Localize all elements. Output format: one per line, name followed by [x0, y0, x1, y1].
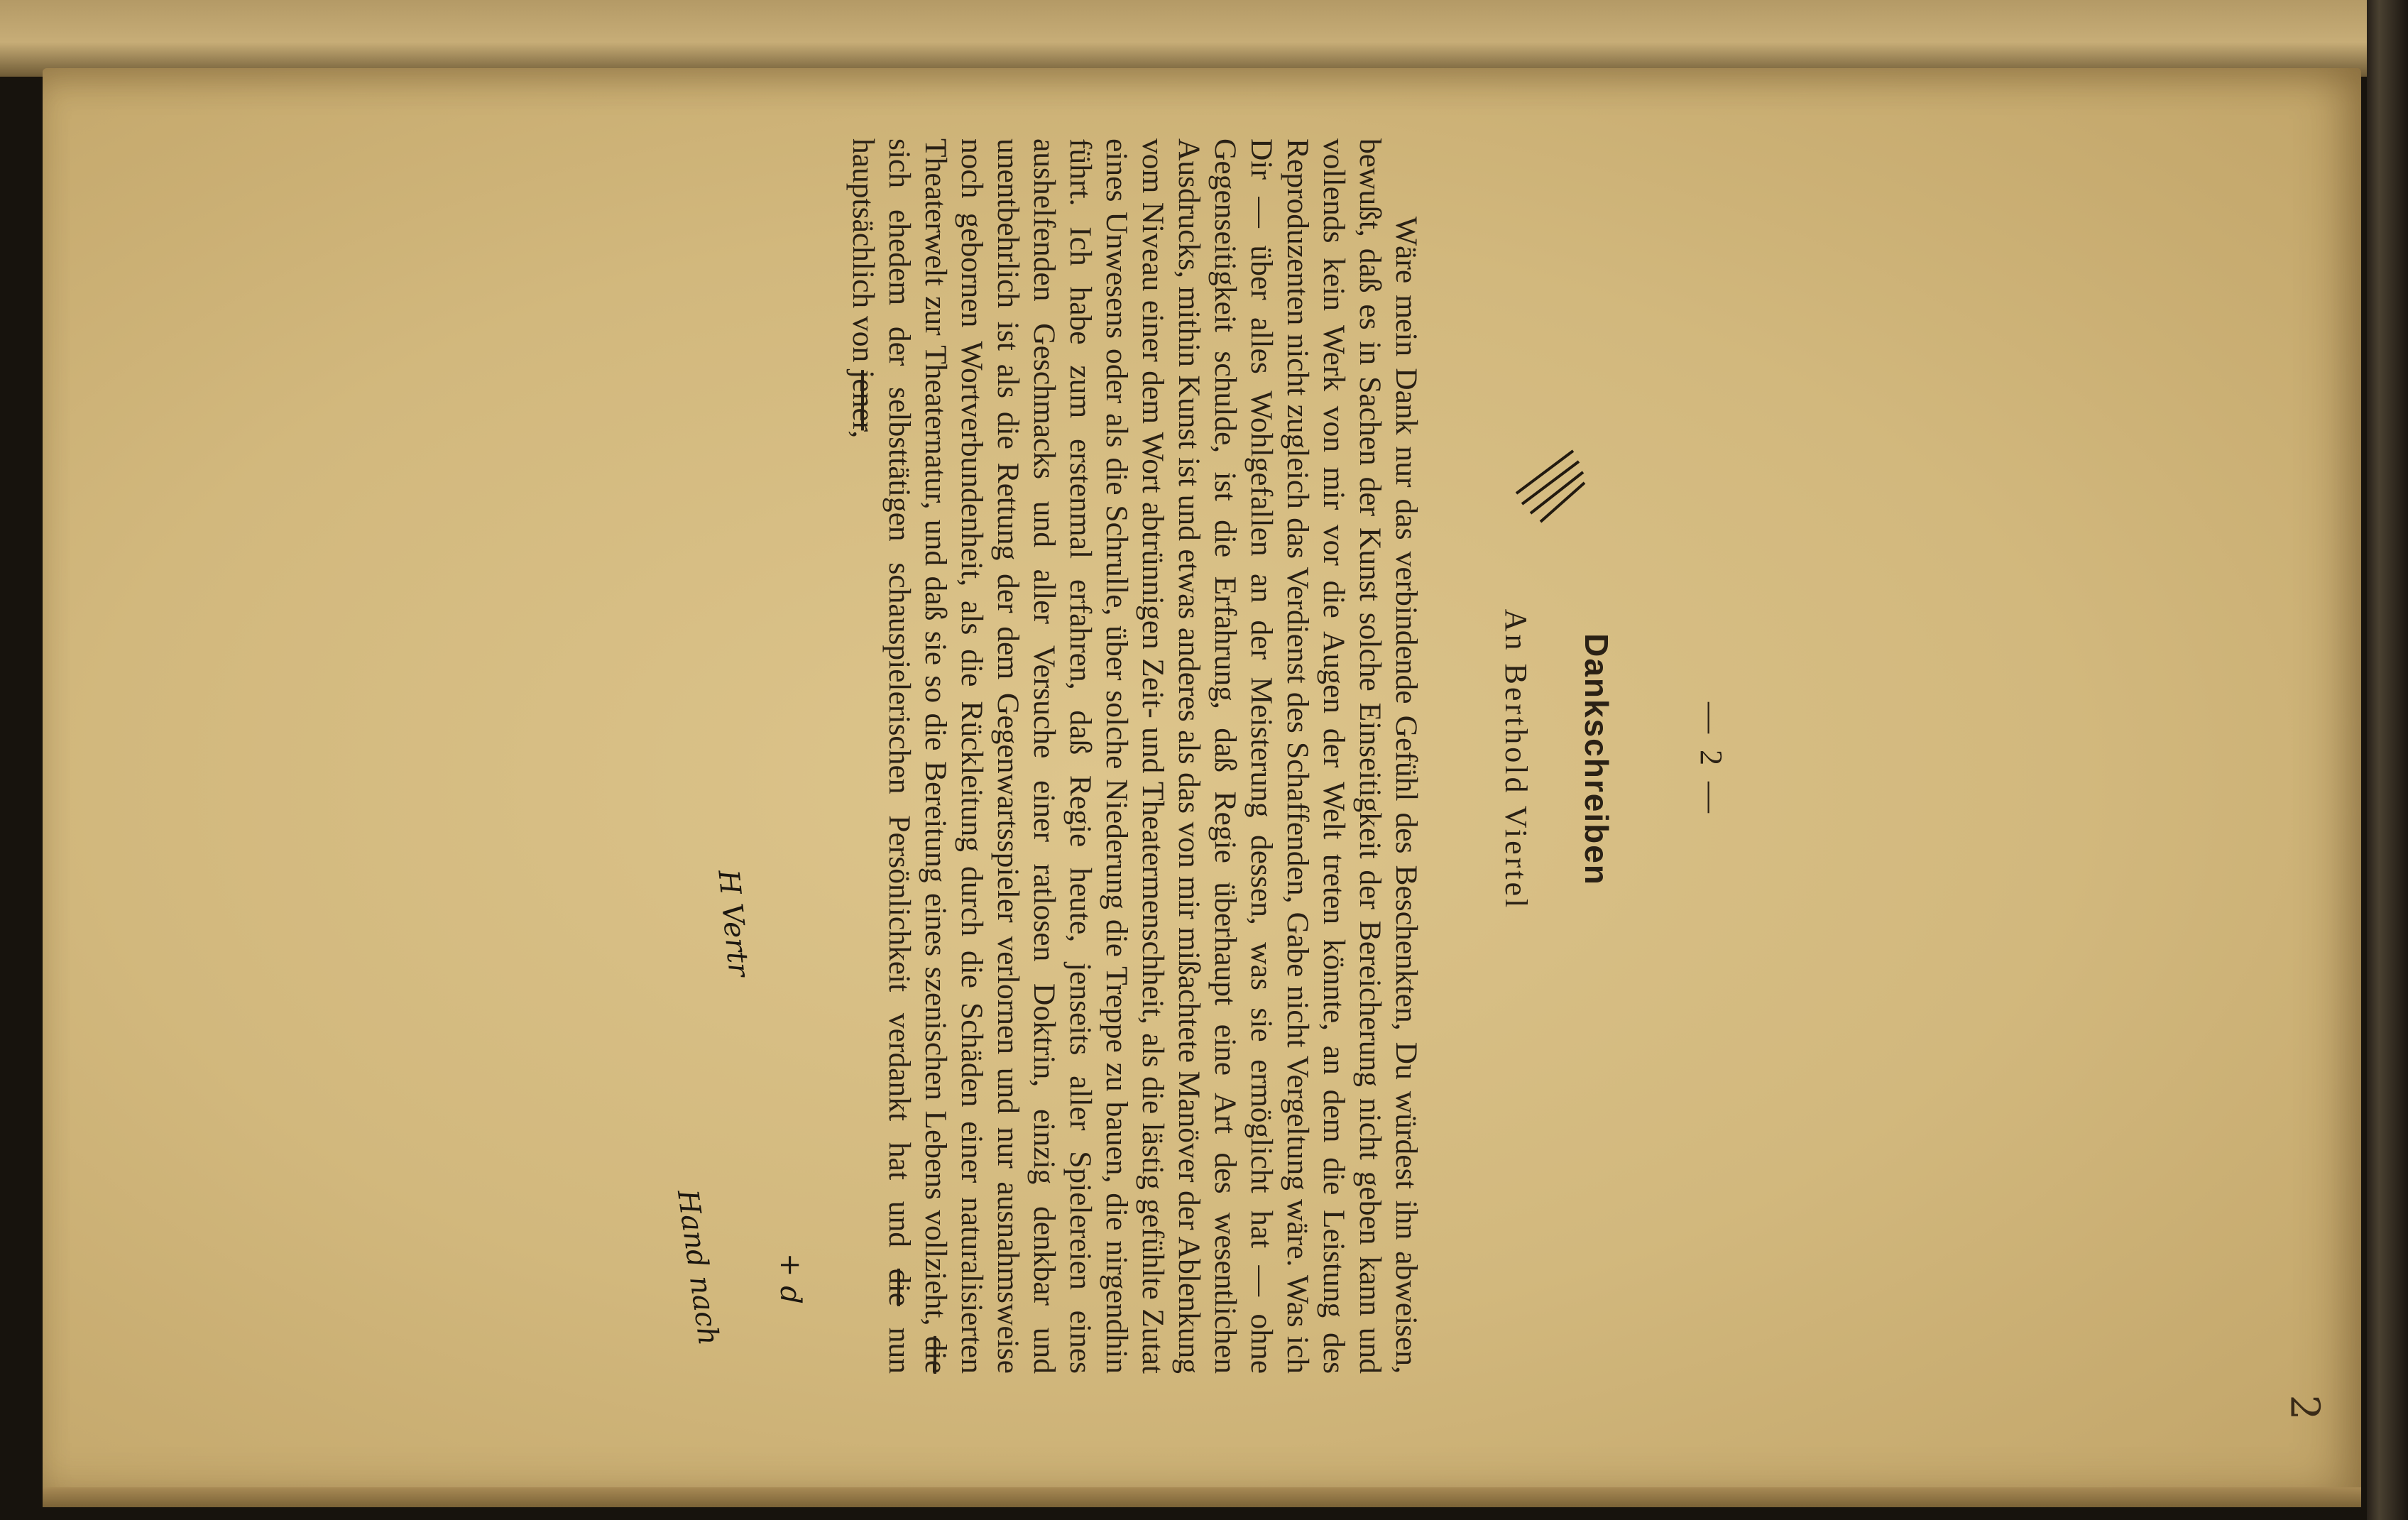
- body-text-middle: sich ehedem der selbsttätigen schauspielerischen Persönlichkeit verdankt hat und: [882, 138, 916, 1248]
- page-number: — 2 —: [1694, 702, 1729, 817]
- page-bottom-edge: [43, 1487, 2361, 1507]
- page-title: Dankschreiben: [1578, 633, 1615, 886]
- rotated-page-content: [670, 75, 1729, 1445]
- handwritten-note: H Vertr: [711, 868, 755, 978]
- previous-page-edge: [0, 0, 2408, 77]
- pencil-folio-number: 2: [2281, 1394, 2328, 1421]
- body-text-middle-2: nun hauptsächlich von: [846, 138, 916, 1374]
- book-spine: [2367, 0, 2408, 1520]
- dedication-line: An Berthold Viertel: [1499, 608, 1533, 911]
- body-text-main: Wäre mein Dank nur das verbindende Gefühl des Beschenkten, Du würdest ihn abweisen, bewußt, daß es in Sachen der Kunst solche Einseitigkeit der Bereicherung nicht geben kann und vollends kein Werk von mir vor die Augen der Welt treten könnte, an dem die Leistung des Reproduzenten nicht zugleich das Verdienst des Schaffenden, Gabe nicht Vergeltung wäre. Was ich Dir — über alles Wohlgefallen an der Meisterung dessen, was sie ermöglicht hat — ohne Gegenseitigkeit schulde, ist die Erfahrung, daß Regie überhaupt eine Art des wesentlichen Ausdrucks, mithin Kunst ist und etwas anderes als das von mir mißachtete Manöver der Ablenkung vom Niveau einer dem Wort abtrünnigen Zeit- und Theatermenschheit, als die lästig gefühlte Zutat eines Unwesens oder als die Schrulle, über solche Niederung die Treppe zu bauen, die nirgendhin führt. Ich habe zum erstenmal erfahren, daß Regie heute, jenseits aller Spielereien eines aushelfenden Geschmacks und aller Versuche einer ratlosen Doktrin, einzig denkbar und unentbehrlich ist als die Rettung der dem Gegenwartsspieler verlornen und nur ausnahmsweise noch gebornen Wortverbundenheit, als die Rückleitung durch die Schäden einer naturalisierten Theaterwelt zur Theaternatur, und daß sie so die Bereitung eines szenischen Lebens vollzieht,: [919, 138, 1423, 1374]
- body-paragraph: [845, 138, 1424, 1374]
- struck-word: die: [882, 1268, 916, 1306]
- struck-word: die: [919, 1335, 953, 1374]
- handwritten-note: + d: [774, 1253, 806, 1304]
- handwritten-note: Hand nach: [670, 1187, 726, 1347]
- pen-scribble-icon: [1502, 444, 1587, 529]
- struck-word: jener: [846, 370, 880, 431]
- body-text-end: ,: [846, 430, 880, 439]
